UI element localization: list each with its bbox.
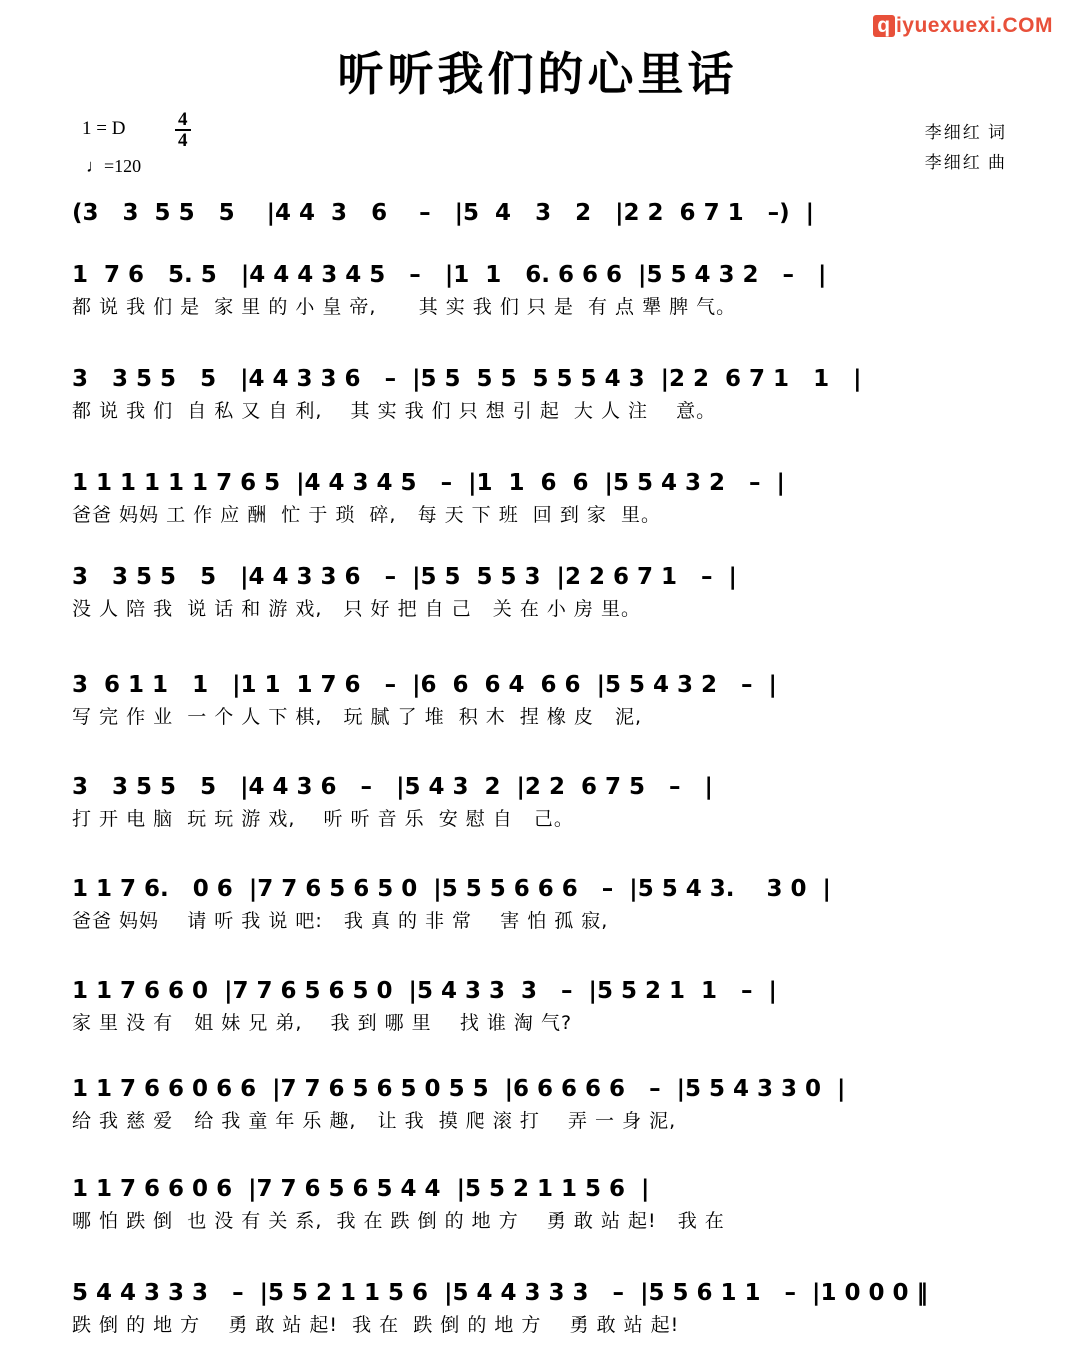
lyric-line: 都 说 我 们 是 家 里 的 小 皇 帝, 其 实 我 们 只 是 有 点 犟 脾 气。 [72, 296, 737, 318]
lyric-line: 爸爸 妈妈 工 作 应 酬 忙 于 琐 碎, 每 天 下 班 回 到 家 里。 [72, 504, 661, 526]
notation-line: 3 3 5 5 5 |4 4 3 6 – |5 4 3 2 |2 2 6 7 5 – | [72, 774, 713, 800]
watermark-text: iyuexuexi.COM [895, 14, 1053, 37]
notation-line: 1 1 7 6 6 0 6 |7 7 6 5 6 5 4 4 |5 5 2 1 1 5 6 | [72, 1176, 650, 1202]
time-signature-numerator: 4 [175, 110, 191, 131]
music-system [72, 258, 1012, 322]
composer-credit: 李细红 曲 [924, 153, 1007, 172]
music-system [72, 196, 1012, 230]
music-system [72, 466, 1012, 530]
watermark [873, 14, 1053, 38]
notation-line: 5 4 4 3 3 3 – |5 5 2 1 1 5 6 |5 4 4 3 3 3 – |5 5 6 1 1 – |1 0 0 0 ‖ [72, 1280, 928, 1306]
notation-line: 1 1 7 6 6 0 6 6 |7 7 6 5 6 5 0 5 5 |6 6 6 6 6 – |5 5 4 3 3 0 | [72, 1076, 846, 1102]
lyric-line: 给 我 慈 爱 给 我 童 年 乐 趣, 让 我 摸 爬 滚 打 弄 一 身 泥, [72, 1110, 677, 1132]
music-system [72, 770, 1012, 834]
music-system [72, 974, 1012, 1038]
notation-line: 1 1 7 6 6 0 |7 7 6 5 6 5 0 |5 4 3 3 3 – |5 5 2 1 1 – | [72, 978, 777, 1004]
music-system [72, 1072, 1012, 1136]
music-system [72, 1172, 1012, 1236]
tempo-marking: ♩=120 [86, 156, 142, 176]
notation-line: 3 6 1 1 1 |1 1 1 7 6 – |6 6 6 4 6 6 |5 5 4 3 2 – | [72, 672, 777, 698]
key-signature: 1 = D [82, 118, 126, 139]
lyricist-credit: 李细红 词 [924, 123, 1007, 142]
lyric-line: 写 完 作 业 一 个 人 下 棋, 玩 腻 了 堆 积 木 捏 橡 皮 泥, [72, 706, 643, 728]
lyric-line: 都 说 我 们 自 私 又 自 利, 其 实 我 们 只 想 引 起 大 人 注 意。 [72, 400, 717, 422]
notation-line: 3 3 5 5 5 |4 4 3 3 6 – |5 5 5 5 3 |2 2 6 7 1 – | [72, 564, 737, 590]
lyric-line: 跌 倒 的 地 方 勇 敢 站 起! 我 在 跌 倒 的 地 方 勇 敢 站 起! [72, 1314, 680, 1336]
lyric-line: 没 人 陪 我 说 话 和 游 戏, 只 好 把 自 己 关 在 小 房 里。 [72, 598, 641, 620]
page-title: 听听我们的心里话 [337, 47, 738, 101]
lyric-line: 哪 怕 跌 倒 也 没 有 关 系, 我 在 跌 倒 的 地 方 勇 敢 站 起! 我 在 [72, 1210, 725, 1232]
time-signature-denominator: 4 [178, 130, 188, 151]
notation-line: (3 3 5 5 5 |4 4 3 6 – |5 4 3 2 |2 2 6 7 1 –) | [72, 200, 815, 226]
time-signature [175, 110, 191, 150]
lyric-line: 爸爸 妈妈 请 听 我 说 吧: 我 真 的 非 常 害 怕 孤 寂, [72, 910, 609, 932]
notation-line: 1 1 7 6. 0 6 |7 7 6 5 6 5 0 |5 5 5 6 6 6 – |5 5 4 3. 3 0 | [72, 876, 831, 902]
watermark-logo: q [873, 15, 895, 37]
notation-line: 1 1 1 1 1 1 7 6 5 |4 4 3 4 5 – |1 1 6 6 |5 5 4 3 2 – | [72, 470, 785, 496]
music-system [72, 872, 1012, 936]
lyric-line: 打 开 电 脑 玩 玩 游 戏, 听 听 音 乐 安 慰 自 己。 [72, 808, 574, 830]
music-system [72, 560, 1012, 624]
music-system [72, 362, 1012, 426]
lyric-line: 家 里 没 有 姐 妹 兄 弟, 我 到 哪 里 找 谁 淘 气? [72, 1012, 573, 1034]
music-system [72, 1276, 1012, 1340]
music-system [72, 668, 1012, 732]
notation-line: 3 3 5 5 5 |4 4 3 3 6 – |5 5 5 5 5 5 5 4 3 |2 2 6 7 1 1 | [72, 366, 862, 392]
notation-line: 1 7 6 5. 5 |4 4 4 3 4 5 – |1 1 6. 6 6 6 |5 5 4 3 2 – | [72, 262, 827, 288]
